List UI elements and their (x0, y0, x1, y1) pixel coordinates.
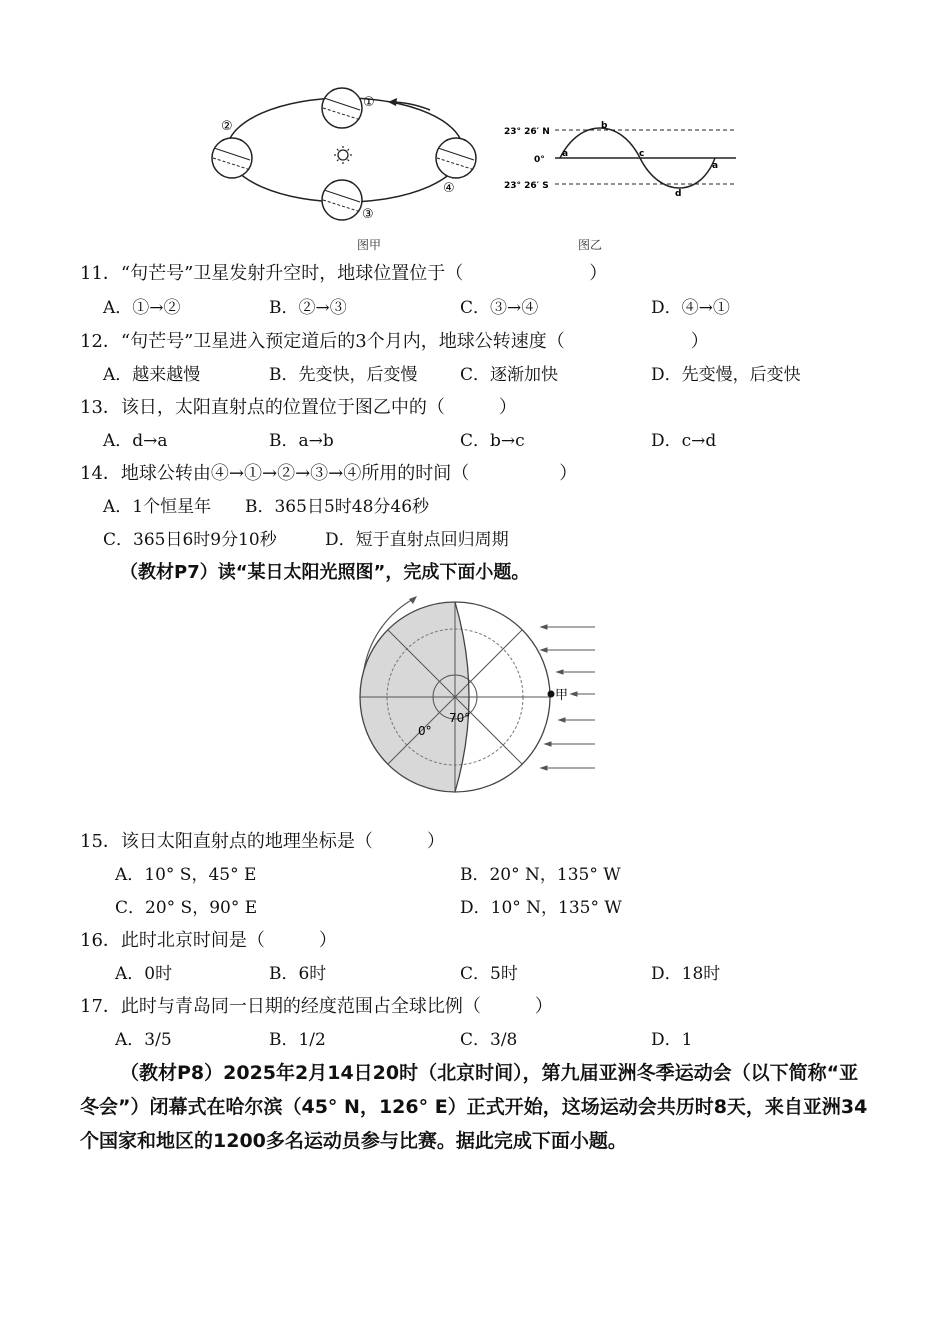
pos-label-3: ③ (362, 207, 374, 222)
q15-option-a[interactable]: A．10° S，45° E (115, 865, 257, 885)
question-12: 12．“句芒号”卫星进入预定道后的3个月内，地球公转速度（ ） (80, 331, 709, 352)
label-0: 0° (418, 724, 432, 738)
q11-option-a[interactable]: A．①→② (103, 298, 181, 318)
figure-sunlight (355, 590, 605, 820)
pos-label-2: ② (221, 119, 233, 134)
question-15: 15．该日太阳直射点的地理坐标是（ ） (80, 831, 445, 852)
q11-option-c[interactable]: C．③→④ (460, 298, 539, 318)
pos-label-4: ④ (443, 181, 455, 196)
figure-jia-orbit (200, 80, 490, 230)
curve-point-b: b (601, 121, 608, 131)
q12-option-d[interactable]: D．先变慢，后变快 (651, 365, 801, 385)
q14-option-b[interactable]: B．365日5时48分46秒 (245, 497, 430, 517)
q13-option-c[interactable]: C．b→c (460, 431, 525, 451)
curve-point-a2: a (712, 161, 719, 171)
intro-sunlight: （教材P7）读“某日太阳光照图”，完成下面小题。 (120, 562, 530, 583)
q12-option-c[interactable]: C．逐渐加快 (460, 365, 559, 385)
figure-jia-caption: 图甲 (357, 238, 382, 252)
q13-option-a[interactable]: A．d→a (103, 431, 168, 451)
curve-point-a1: a (562, 149, 569, 159)
q17-option-b[interactable]: B．1/2 (269, 1030, 326, 1050)
q11-option-b[interactable]: B．②→③ (269, 298, 347, 318)
question-13: 13．该日，太阳直射点的位置位于图乙中的（ ） (80, 397, 517, 418)
point-jia (548, 691, 555, 698)
q17-option-c[interactable]: C．3/8 (460, 1030, 518, 1050)
q17-option-d[interactable]: D．1 (651, 1030, 693, 1050)
q16-option-c[interactable]: C．5时 (460, 964, 518, 984)
lat-s-label: 23° 26′ S (504, 181, 549, 191)
earth-globe-1 (322, 88, 362, 128)
q12-option-b[interactable]: B．先变快，后变慢 (269, 365, 418, 385)
curve-point-d: d (675, 189, 682, 198)
q13-option-d[interactable]: D．c→d (651, 431, 717, 451)
q14-option-d[interactable]: D．短于直射点回归周期 (325, 530, 509, 550)
question-17: 17．此时与青岛同一日期的经度范围占全球比例（ ） (80, 996, 553, 1017)
pos-label-1: ① (363, 95, 375, 110)
q14-option-c[interactable]: C．365日6时9分10秒 (103, 530, 277, 550)
earth-globe-2 (212, 138, 252, 178)
lat-0-label: 0° (534, 155, 545, 165)
question-16: 16．此时北京时间是（ ） (80, 930, 337, 951)
q15-option-b[interactable]: B．20° N，135° W (460, 865, 621, 885)
q16-option-a[interactable]: A．0时 (115, 964, 173, 984)
lat-n-label: 23° 26′ N (504, 127, 550, 137)
figure-yi-caption: 图乙 (578, 238, 603, 252)
q12-option-a[interactable]: A．越来越慢 (103, 365, 201, 385)
label-jia: 甲 (555, 688, 569, 703)
label-70: 70° (449, 711, 471, 725)
sun-icon (334, 146, 352, 164)
q17-option-a[interactable]: A．3/5 (115, 1030, 172, 1050)
q14-option-a[interactable]: A．1个恒星年 (103, 497, 212, 517)
question-14: 14．地球公转由④→①→②→③→④所用的时间（ ） (80, 463, 578, 484)
curve-point-c: c (639, 149, 645, 159)
q15-option-d[interactable]: D．10° N，135° W (460, 898, 622, 918)
q13-option-b[interactable]: B．a→b (269, 431, 334, 451)
q15-option-c[interactable]: C．20° S，90° E (115, 898, 258, 918)
q11-option-d[interactable]: D．④→① (651, 298, 730, 318)
q16-option-d[interactable]: D．18时 (651, 964, 721, 984)
q16-option-b[interactable]: B．6时 (269, 964, 327, 984)
earth-globe-3 (322, 180, 362, 220)
question-11: 11．“句芒号”卫星发射升空时，地球位置位于（ ） (80, 263, 608, 284)
earth-globe-4 (436, 138, 476, 178)
figure-yi-curve (500, 118, 740, 198)
intro-asian-winter-games: （教材P8）2025年2月14日20时（北京时间），第九届亚洲冬季运动会（以下简称“亚冬会”）闭幕式在哈尔滨（45° N，126° E）正式开始，这场运动会共历时8天，来自亚洲34个国家和地区的1200多名运动员参与比赛。据此完成下面小题。 (80, 1062, 868, 1152)
